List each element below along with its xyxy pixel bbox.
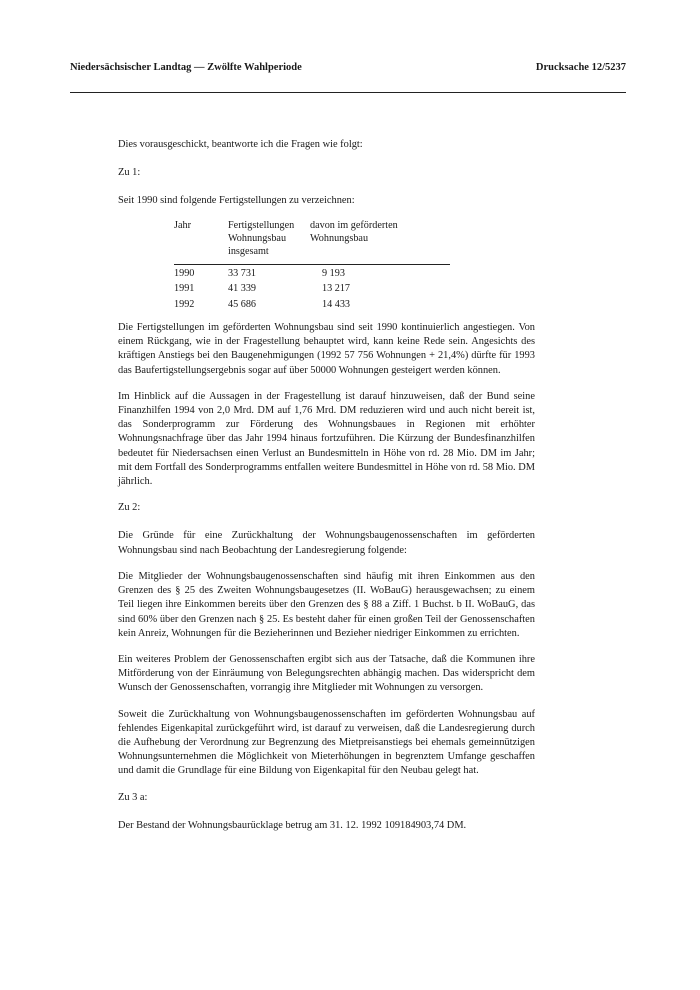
- table-cell-year: 1990: [174, 267, 195, 279]
- table-cell-total: 45 686: [228, 298, 257, 310]
- intro-paragraph: Dies vorausgeschickt, beantworte ich die Fragen wie folgt:: [118, 139, 363, 150]
- table-cell-total: 33 731: [228, 267, 257, 279]
- table-cell-total: 41 339: [228, 283, 257, 295]
- section-heading-1: Zu 1:: [118, 167, 141, 179]
- header-divider: [70, 92, 626, 93]
- document-body: [118, 138, 535, 833]
- column-header-subsidized: davon im geförderten Wohnungsbau: [310, 219, 450, 265]
- table-cell-subsidized: 14 433: [322, 298, 351, 310]
- header-parliament: Niedersächsischer Landtag — Zwölfte Wahlperiode: [70, 62, 302, 73]
- section-heading-3a: Zu 3 a:: [118, 791, 148, 803]
- table-cell-year: 1991: [174, 283, 195, 295]
- section-heading-2: Zu 2:: [118, 502, 141, 514]
- table-cell-subsidized: 13 217: [322, 283, 351, 295]
- section-2-paragraph: Ein weiteres Problem der Genossenschaften ergibt sich aus der Tatsache, daß die Kommunen ihre Mitförderung von der Einräumung von Belegungsrechten abhängig machen. Das widerspricht dem Wunsch der Genossenschaften, vorrangig ihre Mitglieder mit Wohnungen zu versorgen.: [118, 653, 535, 694]
- table-row: [174, 296, 450, 311]
- section-1-paragraph: Die Fertigstellungen im geförderten Wohnungsbau sind seit 1990 kontinuierlich angestiegen. Von einem Rückgang, wie in der Fragestellung behauptet wird, kann keine Rede sein. Angesichts des kräftigen Anstiegs bei den Baugenehmigungen (1992 57 756 Wohnungen + 21,4%) dürfte für 1993 das Baufertigstellungsergebnis sogar auf über 50000 Wohnungen gesteigert werden können.: [118, 322, 535, 376]
- header-document-number: Drucksache 12/5237: [535, 62, 626, 73]
- table-row: [174, 280, 450, 295]
- table-row: [174, 264, 450, 280]
- column-header-total: Fertigstellungen Wohnungsbau insgesamt: [228, 219, 310, 265]
- section-2-paragraph: Soweit die Zurückhaltung von Wohnungsbaugenossenschaften im geförderten Wohnungsbau auf fehlendes Eigenkapital zurückgeführt wird, ist darauf zu verweisen, daß die Landesregierung durch die Aufhebung der Verordnung zur Begrenzung des Mietpreisanstiegs bei ehemals gemeinnützigen Wohnungsunternehmen die Möglichkeit von Mieterhöhungen in begrenztem Umfange geschaffen und damit die Grundlage für eine Bildung von Eigenkapital für den Neubau gelegt hat.: [118, 708, 535, 777]
- section-2-paragraph: Die Gründe für eine Zurückhaltung der Wohnungsbaugenossenschaften im geförderten Wohnungsbau sind nach Beobachtung der Landesregierung folgende:: [118, 530, 535, 556]
- table-cell-year: 1992: [174, 298, 195, 310]
- table-header-row: [174, 219, 450, 265]
- column-header-year: Jahr: [174, 219, 228, 265]
- section-1-paragraph: Im Hinblick auf die Aussagen in der Fragestellung ist darauf hinzuweisen, daß der Bund seine Finanzhilfen 1994 von 2,0 Mrd. DM auf 1,76 Mrd. DM reduzieren wird und auch nicht bereit ist, das Sonderprogramm zur Förderung des Wohnungsbaues in Regionen mit erhöhter Wohnungsnachfrage über das Jahr 1994 hinaus fortzuführen. Die Kürzung der Bundesfinanzhilfen bedeutet für Niedersachsen einen Verlust an Bundesmitteln in Höhe von rd. 28 Mio. DM im Jahr; mit dem Fortfall des Sonderprogramms entfallen weitere Bundesmittel in Höhe von rd. 58 Mio. DM jährlich.: [118, 390, 535, 488]
- section-3a-text: Der Bestand der Wohnungsbaurücklage betrug am 31. 12. 1992 109184903,74 DM.: [118, 819, 467, 831]
- completions-table: [174, 219, 450, 311]
- section-1-lead: Seit 1990 sind folgende Fertigstellungen zu verzeichnen:: [118, 195, 355, 207]
- table-cell-subsidized: 9 193: [322, 267, 345, 279]
- section-2-paragraph: Die Mitglieder der Wohnungsbaugenossenschaften sind häufig mit ihren Einkommen aus den Grenzen des § 25 des Zweiten Wohnungsbaugesetzes (II. WoBauG) herausgewachsen; zu einem Teil liegen ihre Einkommen bereits über den Grenzen des § 88 a Ziff. 1 Buchst. b II. WoBauG, das sind 60% über den Grenzen nach § 25. Es besteht daher für einen großen Teil der Genossenschaften kein Anreiz, Wohnungen für die Bezieherinnen und Bezieher niedriger Einkommen zu errichten.: [118, 570, 535, 639]
